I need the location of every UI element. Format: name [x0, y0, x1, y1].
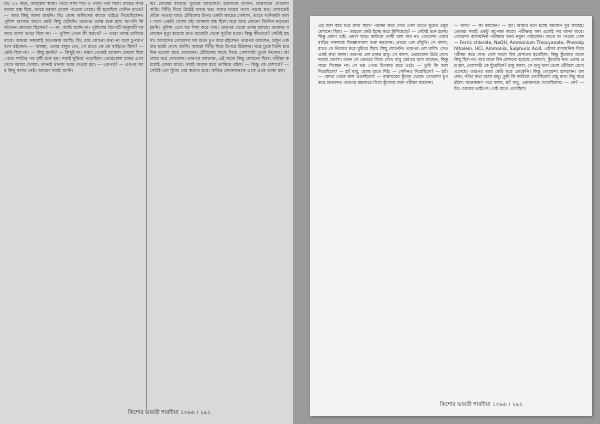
left-column-2-text: মিঃ ঘোষের বাড়িটা পুরনো আমলের। চারদিকে বাগান, মাঝখানে দোতলা বাড়ি। সিঁড়ি দিয়ে উঠেই বসার ঘর। বসার ঘরের পাশে পড়ার ঘর। সেখানেই তাঁকে পাওয়া যায়। টেবিলের উপর একটা কাচের গেলাস, তাতে খানিকটা জল। পাশে একটা খোলা বই। জানলা বন্ধ ছিল। ঘরে আর কোনো জিনিস নড়ানো হয়নি। পুলিশ এসে ঘর সিল করে দেয়। তারপর থেকে তদন্ত চলছে। ডাক্তার বলেছেন মৃত্যু হয়েছে রাত বারোটা থেকে দুটোর মধ্যে। কিন্তু কীভাবে? সেটাই রহস্য। আমাদের গোয়েন্দা সব শুনে চুপ করে রইলেন। তারপর বললেন, চলুন একবার ঘরটা দেখে আসি। আমরা সিঁড়ি দিয়ে উপরে উঠলাম। ঘরে ঢুকে তিনি চারদিক ভালো করে দেখলেন। টেবিলের কাছে গিয়ে গেলাসটা তুলে নিলেন। আলোয় ধরে দেখলেন। তারপর বললেন, এই জলে কিছু মেশানো ছিল। পরীক্ষা করলেই বোঝা যাবে। সবাই অবাক হয়ে তাকিয়ে রইল। — কিন্তু কে মেশাবে? — সেটাই তো খুঁজে বের করতে হবে। বাড়ির লোকজনকে একে একে ডাকা হল।	[149, 2, 289, 75]
right-page-footer: কিশোর ভারতী শারদীয়া ১৩৯৬ । ২৯২	[440, 402, 523, 408]
left-column-2	[150, 2, 290, 424]
left-page-footer: কিশোর ভারতী শারদীয়া ১৩৯৬ । ২৯১	[128, 410, 211, 416]
right-page	[310, 16, 592, 416]
right-column-2-text: — জল? — কী বলছেন? — হ্যাঁ। আমার মনে হচ্ছে সমাধান খুব কাছেই। তোমরা সবাই একটু অপেক্ষা করো। পরীক্ষার ফল এলেই সব জানা যাবে। গোয়েন্দা রাসায়নিক পরীক্ষার জন্য নমুনা পাঠালেন। তাতে যা পাওয়া গেল — Ferric chloride, NaOH, Ammonium Thiocyanate, Phenolphthalein, HCl, Ammonia, Sulphuric Acid. এইসব রাসায়নিক দিয়ে পরীক্ষা করে দেখা গেল জলে বিষ মেশানো হয়েছিল। কিন্তু কুঁজোর জলে কিছু ছিল না। তার মানে বিষ মেশানো হয়েছে গেলাসে, কুঁজোয় নয়। এবার প্রশ্ন হল, গেলাসটা কে ছুঁয়েছিল? রামু বলল, সে শুধু জল ঢেলে টেবিলে রেখে এসেছে। তারপর আর কেউ ঘরে ঢোকেনি। কিন্তু গোয়েন্দা হাসলেন। বললেন, সত্যি কথা বলো রামু। তুমি কি কাউকে দেখেছিলে? রামু মাথা নিচু করে রইল। অনেকক্ষণ পরে বলল, হ্যাঁ বাবু, একজনকে দেখেছিলাম। — কে? — মিঃ ঘোষের ভাইপো। সেই রাতে এসেছিল।	[454, 24, 584, 92]
column-divider	[146, 4, 147, 410]
left-page	[0, 0, 293, 424]
right-column-2	[454, 24, 584, 416]
left-column-1	[4, 2, 144, 424]
right-column-1	[318, 24, 448, 416]
left-column-1-text: মিঃ ২৭ বছর, উজ্জ্বল স্বাস্থ্য। গায়ে সাদা শার্ট ও প্যান্ট পরা ছিল। বাড়ির সদর দরজা বন্ধ ছিল, অথচ দরজা খোলা পাওয়া গেছে। কী হয়েছিল সেদিন রাতে? — আর কিছু জানা যায়নি। মিঃ ঘোষ অফিসের কাজে বাইরে গিয়েছিলেন। পুলিশ আসার আগে কেউ কিছু ছোঁয়নি। তারপর তদন্ত শুরু হল। আপনি কি জানেন কোথায় ছিলেন? — না, আমি জানি না। পুলিশের রিপোর্ট অনুযায়ী দরজার তালা ভাঙা ছিল না। — পুলিশ এখন কী করবে? — তারা তদন্ত চালিয়ে যাবে। আমরা সকলেই অপেক্ষায় আছি। মিঃ রায় কোনো কথা না বলে চুপচাপ বসে রইলেন। — আচ্ছা, এবার বলুন তো, সে রাতে কে কে বাড়িতে ছিল? — কেউ ছিল না। — কিছু হয়নি? — কিছুই না। সন্ধ্যা থেকেই আকাশ মেঘলা ছিল। রাত দশটার পর বৃষ্টি শুরু হয়। সবাই ঘুমিয়ে পড়েছিল। ভোরবেলা চাকর এসে দেখে দরজা খোলা। তখনই থানায় খবর দেওয়া হয়। — এরপর? — এরপর আর কিছু বলার নেই। আমরা সবাই জানি।	[4, 2, 144, 75]
right-column-1-text: এই জল কার ঘরে রাখা ছিল? পরীক্ষা করে দেখা গেল তাতে ঘুমের ওষুধ মেশানো ছিল। — তাহলে কেউ ইচ্ছে করে মিশিয়েছে? — সেটাই মনে হচ্ছে। কিন্তু প্রমাণ চাই। প্রমাণ ছাড়া কাউকে দোষী বলা যায় না। গোয়েন্দা এবার বাড়ির সকলকে জিজ্ঞাসাবাদ শুরু করলেন। প্রথমে এল রাঁধুনি। সে বলল, রাতে সে নিজের ঘরে ঘুমিয়ে ছিল। কিছু শোনেনি। তারপর এল মালি। সেও একই কথা বলল। তারপর এল চাকর রামু। সে বলল, ভোরবেলা উঠে দেখে দরজা খোলা। তখন সে ভেতরে গিয়ে দেখে বাবু চেয়ারে বসে আছেন, কিন্তু সাড়া দিচ্ছেন না। সে ভয় পেয়ে চিৎকার করে ওঠে। — তুমি কি জল দিয়েছিলে? — হ্যাঁ বাবু, রোজ রাতে দিই। — সেদিনও দিয়েছিলে? — হ্যাঁ। — কোথা থেকে জল এনেছিলে? — রান্নাঘরের কুঁজো থেকে। গোয়েন্দা চুপ করে শুনলেন। তারপর রান্নাঘরে গিয়ে কুঁজোর জল পরীক্ষা করলেন।	[318, 24, 448, 87]
